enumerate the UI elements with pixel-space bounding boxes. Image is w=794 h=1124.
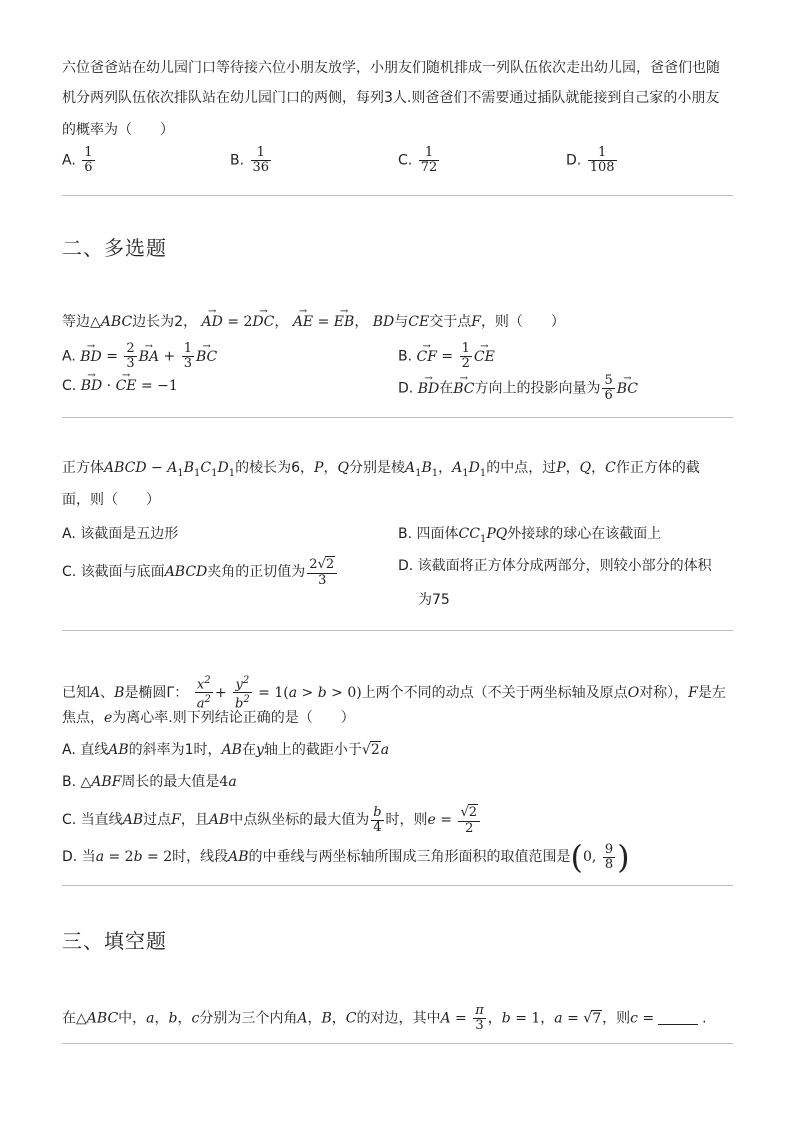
divider (62, 630, 733, 631)
q3-option-d-line1: D. 该截面将正方体分成两部分，则较小部分的体积 (398, 558, 712, 574)
q3-option-c: C. 该截面与底面ABCD夹角的正切值为 $\frac{2√2}{3}$ (62, 556, 339, 588)
q2-option-a: A. → BD = $\frac{2}{3}$ → BA + $\frac{1}{3}$ → BC (62, 342, 217, 371)
divider (62, 885, 733, 886)
q2-stem: 等边△ABC边长为2， → AD = 2→ DC， → AE = → EB， BD与CE交于点F，则（ ） (62, 312, 565, 332)
divider (62, 417, 733, 418)
q3-option-a: A. 该截面是五边形 (62, 526, 179, 542)
q4-option-b: B. △ABF周长的最大值是4a (62, 774, 237, 790)
divider (62, 195, 733, 196)
q4-option-d: D. 当a = 2b = 2时，线段AB的中垂线与两坐标轴所围成三角形面积的取值范围是(0, $\frac{9}{8}$ ) (62, 838, 630, 876)
q4-stem-line2: 焦点，e为离心率.则下列结论正确的是（ ） (62, 710, 355, 726)
q4-stem-line1: 已知A、B是椭圆Γ： $\frac{x^2}{a^2}$ + $\frac{y^2}{b^2}$ = 1(a > b > 0)上两个不同的动点（不关于两坐标轴及原点O对称），F是左 (62, 675, 726, 712)
q2-option-c: C. → BD · → CE = −1 (62, 376, 178, 396)
q5-stem: 在△ABC中，a，b，c分别为三个内角A，B，C的对边，其中A = $\frac{\pi}{3}$ ，b = 1，a = √7，则c = . (62, 1003, 707, 1033)
divider (62, 1043, 733, 1044)
q1-stem-line3: 的概率为（ ） (62, 122, 174, 138)
q1-option-a: A. $\frac{1}{6}$ (62, 145, 93, 175)
section-title-fill-in: 三、填空题 (62, 929, 167, 953)
q1-stem-line2: 机分两列队伍依次排队站在幼儿园门口的两侧，每列3人.则爸爸们不需要通过插队就能接到自己家的小朋友 (62, 90, 720, 106)
q1-option-b: B. $\frac{1}{36}$ (230, 145, 270, 175)
q2-option-b: B. → CF = $\frac{1}{2}$ → CE (398, 342, 495, 371)
q3-option-d-line2: 为75 (418, 592, 450, 608)
q4-option-c: C. 当直线AB过点F，且AB中点纵坐标的最大值为 $\frac{b}{4}$ 时，则e = $\frac{√2}{2}$ (62, 804, 482, 836)
q4-option-a: A. 直线AB的斜率为1时，AB在y轴上的截距小于√2a (62, 742, 390, 758)
q3-option-b: B. 四面体$CC_1PQ$外接球的球心在该截面上 (398, 526, 662, 545)
q1-option-d: D. $\frac{1}{108}$ (566, 145, 615, 175)
section-title-multiple-choice: 二、多选题 (62, 236, 167, 260)
q1-stem-line1: 六位爸爸站在幼儿园门口等待接六位小朋友放学，小朋友们随机排成一列队伍依次走出幼儿园，爸爸们也随 (62, 60, 720, 76)
q1-option-c: C. $\frac{1}{72}$ (398, 145, 438, 175)
q3-stem-line2: 面，则（ ） (62, 492, 160, 508)
answer-blank[interactable] (658, 1024, 698, 1025)
q2-option-d: D. → BD在→ BC方向上的投影向量为 $\frac{5}{6}$ → BC (398, 374, 638, 403)
q3-stem-line1: 正方体ABCD − $A_1B_1C_1D_1$的棱长为6，P，Q分别是棱$A_1B_1$，$A_1D_1$的中点，过P，Q，C作正方体的截 (62, 460, 700, 479)
